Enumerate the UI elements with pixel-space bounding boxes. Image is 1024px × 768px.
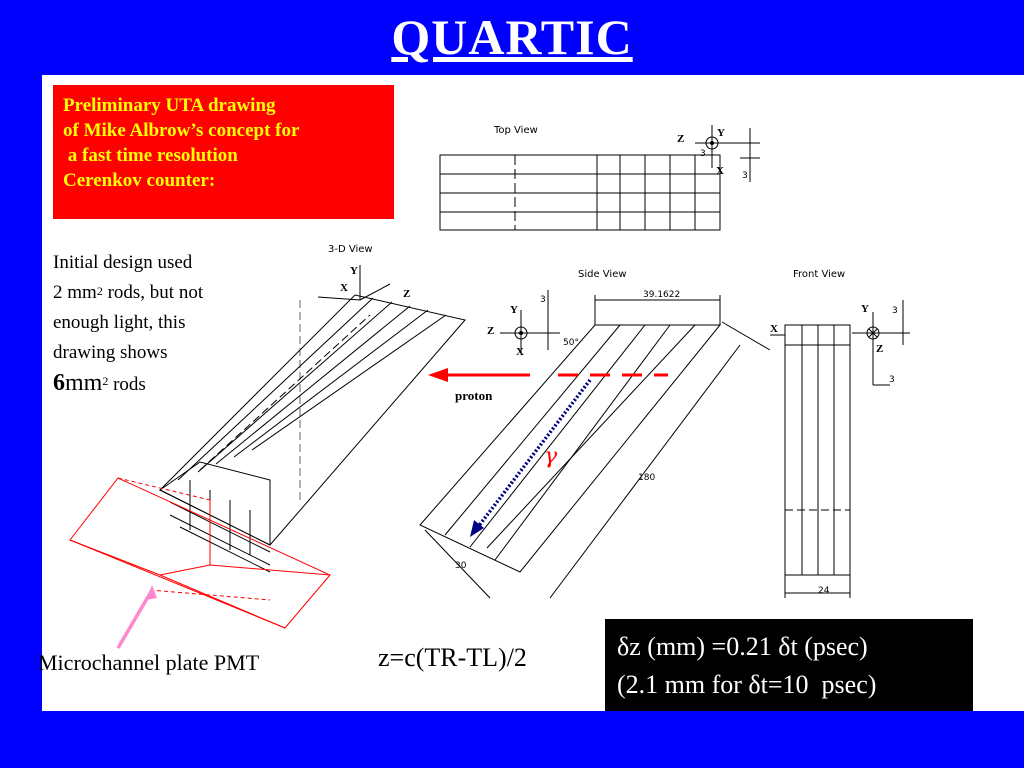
pmt-pointer-head xyxy=(146,585,157,600)
side-view-y-axis: Y xyxy=(510,304,518,316)
photon-arrow-line xyxy=(478,380,590,527)
front-view-dim-a: 3 xyxy=(892,306,898,316)
design-note-rod-unit-sup: 2 xyxy=(102,374,109,388)
top-view-label: Top View xyxy=(494,125,538,136)
side-view-rod-length: 180 xyxy=(638,473,656,483)
design-note-line-2-post: rods, but not xyxy=(102,282,204,303)
timing-formula: z=c(TR-TL)/2 xyxy=(378,643,527,672)
resolution-box: δz (mm) =0.21 δt (psec) (2.1 mm for δt=10 psec) xyxy=(605,619,973,711)
front-view-x-axis: X xyxy=(770,323,778,335)
design-note-rod-unit: mm xyxy=(65,370,103,396)
design-note-line-5 xyxy=(53,368,273,400)
design-note-line-2-sup: 2 xyxy=(96,284,103,298)
front-view-dim-b: 3 xyxy=(889,375,895,385)
top-view-y-axis: Y xyxy=(717,127,725,139)
pmt-outline xyxy=(70,478,330,628)
front-view-label: Front View xyxy=(793,269,846,280)
top-view xyxy=(440,125,760,230)
slide-title: QUARTIC xyxy=(391,9,633,65)
pmt-label: Microchannel plate PMT xyxy=(38,650,260,675)
side-view-z-axis: Z xyxy=(487,325,495,337)
three-d-y-axis: Y xyxy=(350,265,358,277)
top-view-x-axis: X xyxy=(716,165,724,177)
proton-arrow-head xyxy=(428,368,448,382)
design-note-line-2 xyxy=(53,278,273,308)
design-note xyxy=(53,248,273,400)
side-view-length-dim: 39.1622 xyxy=(643,290,681,300)
three-d-view-label: 3-D View xyxy=(328,244,373,255)
side-view-label: Side View xyxy=(578,269,627,280)
side-view xyxy=(420,290,770,598)
side-view-angle: 50° xyxy=(563,338,579,348)
three-d-x-axis: X xyxy=(340,282,348,294)
photon-arrow-head xyxy=(470,520,484,537)
gamma-label: γ xyxy=(544,444,558,469)
design-note-line-3: enough light, this xyxy=(53,312,186,333)
design-note-line-2-pre: 2 mm xyxy=(53,282,97,303)
side-view-dim-three: 3 xyxy=(540,295,546,305)
three-d-z-axis: Z xyxy=(403,288,411,300)
proton-label: proton xyxy=(455,388,493,403)
front-view-width: 24 xyxy=(818,586,830,596)
front-view-z-axis: Z xyxy=(876,343,884,355)
top-view-dim-a: 3 xyxy=(700,149,706,159)
design-note-line-4: drawing shows xyxy=(53,342,168,363)
top-view-z-axis: Z xyxy=(677,133,685,145)
front-view-y-axis: Y xyxy=(861,303,869,315)
uta-drawing-note: Preliminary UTA drawing of Mike Albrow’s concept for a fast time resolution Cerenkov counter: xyxy=(53,85,394,219)
design-note-rods: rods xyxy=(108,374,146,395)
top-view-dim-b: 3 xyxy=(742,171,748,181)
side-view-width: 30 xyxy=(455,561,467,571)
design-note-rod-size: 6 xyxy=(53,370,65,396)
side-view-x-axis: X xyxy=(516,346,524,358)
design-note-line-1: Initial design used xyxy=(53,252,193,273)
front-view xyxy=(770,300,910,598)
